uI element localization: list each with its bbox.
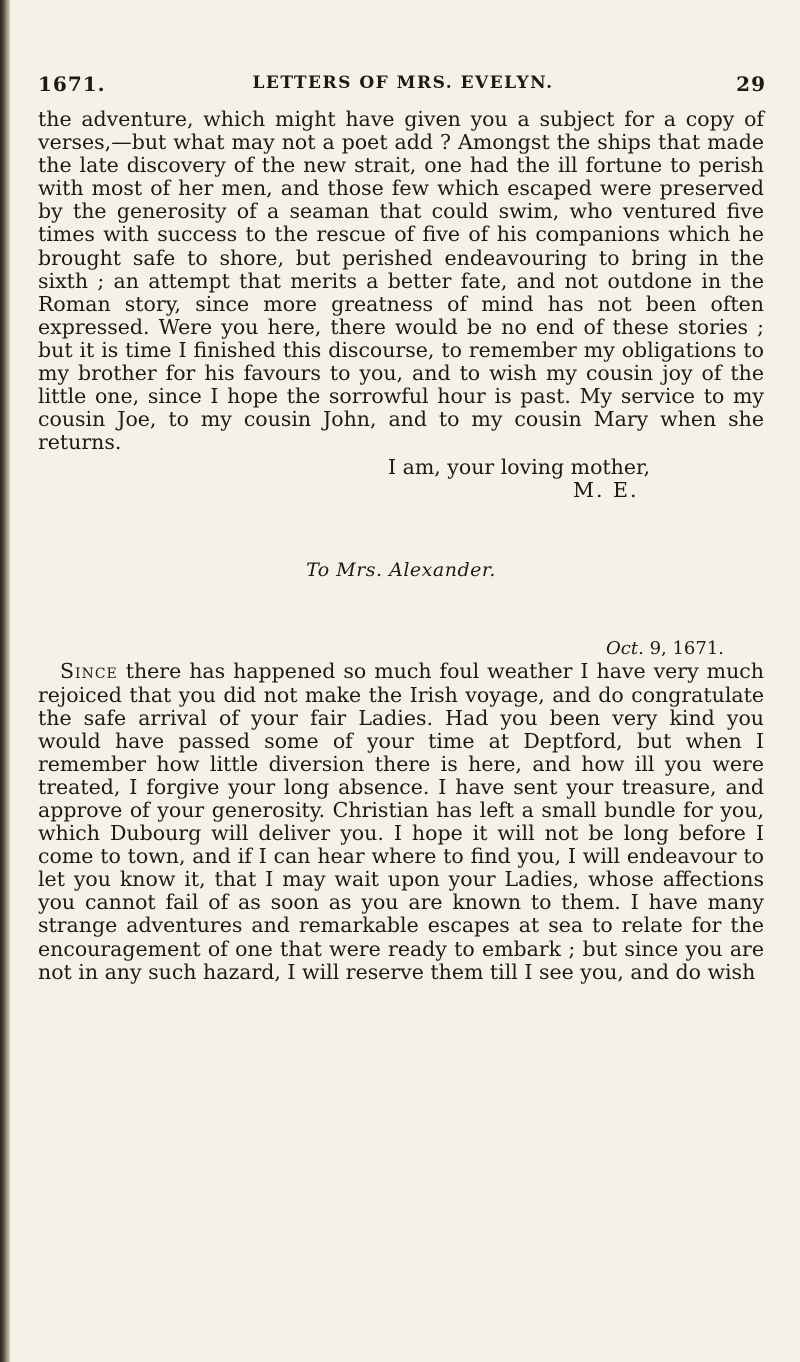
- letter-first-word: Since: [60, 659, 118, 684]
- letter-closing: I am, your loving mother,: [388, 455, 651, 480]
- page-body: [38, 108, 764, 984]
- page-number: 29: [736, 72, 766, 96]
- letter-body-text: there has happened so much foul weather I have very much rejoiced that you did not make the Irish voyage, and do congratulate the safe arrival of your fair Ladies. Had you been very kind you would have passed some of your time at Deptford, but when I remember how little diversion there is here, and how ill you were treated, I forgive your long absence. I have sent your treasure, and approve of your generosity. Christian has left a small bundle for you, which Dubourg will deliver you. I hope it will not be long before I come to town, and if I can hear where to find you, I will endeavour to let you know it, that I may wait upon your Ladies, whose affections you cannot fail of as soon as you are known to them. I have many strange adventures and remarkable escapes at sea to relate for the encouragement of one that were ready to embark ; but since you are not in any such hazard, I will reserve them till I see you, and do wish: [38, 659, 764, 984]
- letter-heading: To Mrs. Alexander.: [306, 559, 496, 582]
- continued-paragraph: the adventure, which might have given you a subject for a copy of verses,—but what may not a poet add ? Amongst the ships that made the late discovery of the new strait, one had the ill fortune to perish with most of her men, and those few which escaped were preserved by the generosity of a seaman that could swim, who ventured five times with success to the rescue of five of his companions which he brought safe to shore, but perished endeavouring to bring in the sixth ; an attempt that merits a better fate, and not outdone in the Roman story, since more greatness of mind has not been often expressed. Were you here, there would be no end of these stories ; but it is time I finished this discourse, to remember my obligations to my brother for his favours to you, and to wish my cousin joy of the little one, since I hope the sorrowful hour is past. My service to my cousin Joe, to my cousin John, and to my cousin Mary when she returns.: [38, 107, 764, 455]
- letter-date-month: Oct.: [606, 638, 644, 660]
- letter-date: [38, 637, 764, 660]
- running-head-title: LETTERS OF MRS. EVELYN.: [252, 73, 554, 93]
- running-head: [38, 72, 768, 102]
- running-head-year: 1671.: [38, 72, 106, 96]
- letter-body-paragraph: [38, 660, 764, 983]
- letter-signature: M. E.: [573, 478, 639, 503]
- book-binding-edge: [0, 0, 10, 1362]
- letter-date-rest: 9, 1671.: [649, 638, 724, 660]
